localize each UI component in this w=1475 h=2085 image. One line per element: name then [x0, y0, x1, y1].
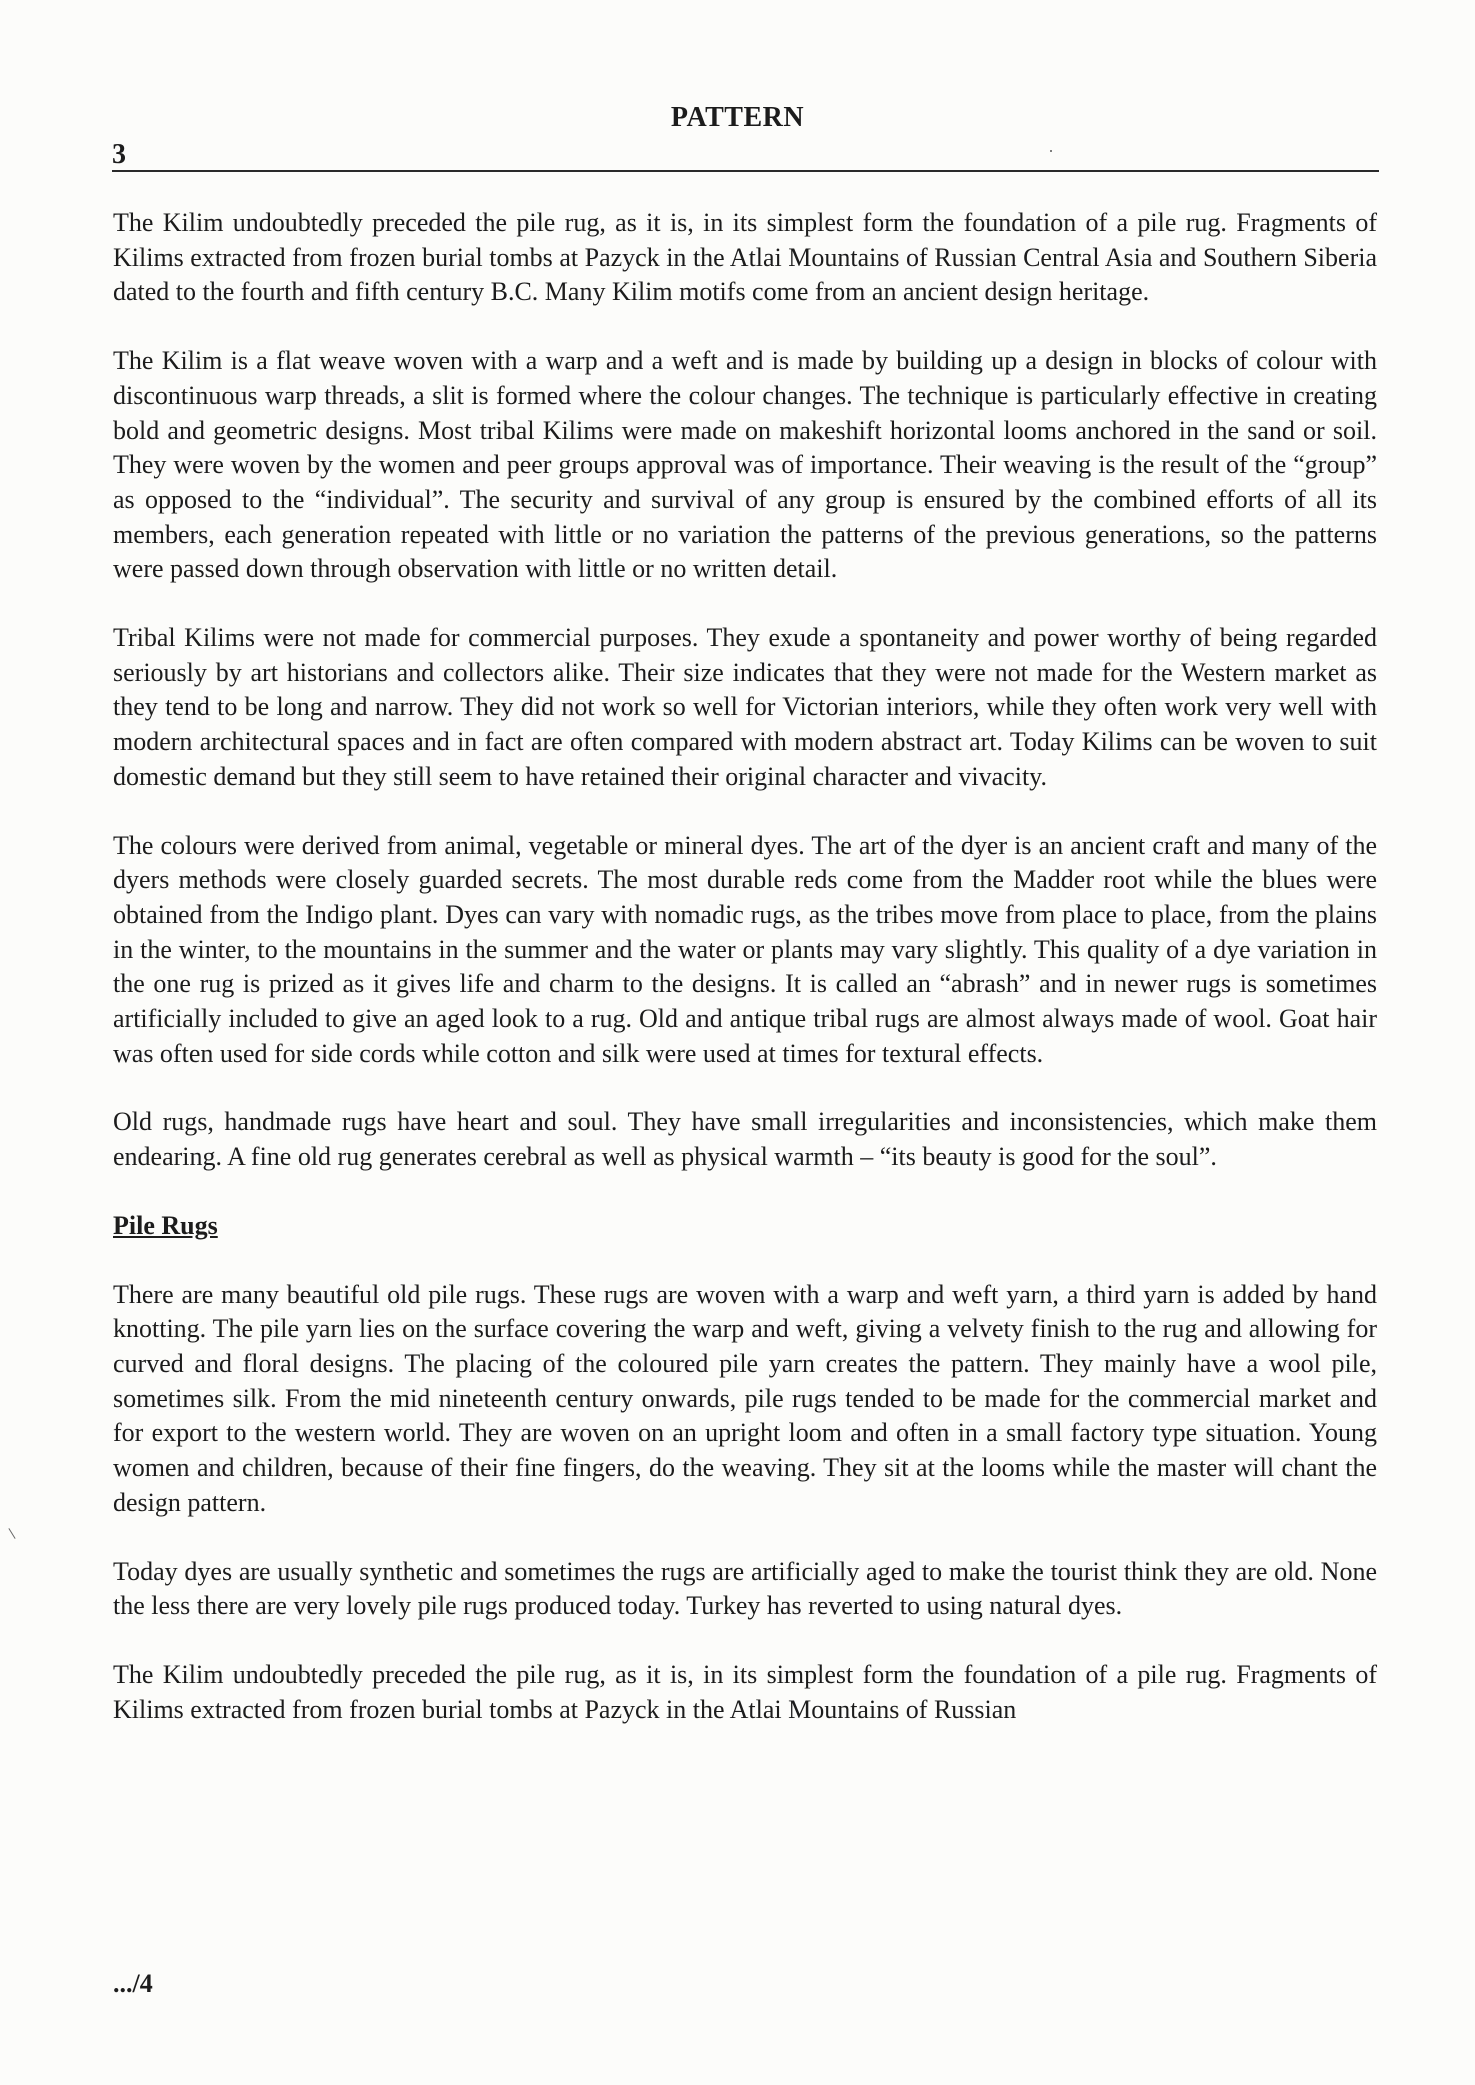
paragraph-kilim-weave: The Kilim is a flat weave woven with a warp and a weft and is made by building up a design in blocks of colour with discontinuous warp threads, a slit is formed where the colour changes. The technique is particularly effective in creating bold and geometric designs. Most tribal Kilims were made on makeshift horizontal looms anchored in the sand or soil. They were woven by the women and peer groups approval was of importance. Their weaving is the result of the “group” as opposed to the “individual”. The security and survival of any group is ensured by the combined efforts of all its members, each generation repeated with little or no variation the patterns of the previous generations, so the patterns were passed down through observation with little or no written detail. [113, 346, 1377, 584]
paragraph-pile-rugs: There are many beautiful old pile rugs. These rugs are woven with a warp and weft yarn, a third yarn is added by hand knotting. The pile yarn lies on the surface covering the warp and weft, giving a velvety finish to the rug and allowing for curved and floral designs. The placing of the coloured pile yarn creates the pattern. They mainly have a wool pile, sometimes silk. From the mid nineteenth century onwards, pile rugs tended to be made for the commercial market and for export to the western world. They are woven on an upright loom and often in a small factory type situation. Young women and children, because of their fine fingers, do the weaving. They sit at the looms while the master will chant the design pattern. [113, 1279, 1377, 1517]
scan-mark [8, 1528, 15, 1539]
paragraph-old-rugs: Old rugs, handmade rugs have heart and soul. They have small irregularities and inconsistencies, which make them endearing. A fine old rug generates cerebral as well as physical warmth – “its beauty is good for the soul”. [113, 1107, 1377, 1172]
paragraph-dyes-today: Today dyes are usually synthetic and sometimes the rugs are artificially aged to make the tourist think they are old. None the less there are very lovely pile rugs produced today. Turkey has reverted to using natural dyes. [113, 1556, 1377, 1621]
paragraph-tribal-kilims: Tribal Kilims were not made for commercial purposes. They exude a spontaneity and power worthy of being regarded seriously by art historians and collectors alike. Their size indicates that they were not made for the Western market as they tend to be long and narrow. They did not work so well for Victorian interiors, while they often work very well with modern architectural spaces and in fact are often compared with modern abstract art. Today Kilims can be woven to suit domestic demand but they still seem to have retained their original character and vivacity. [113, 623, 1377, 791]
section-heading-pile-rugs: Pile Rugs [113, 1210, 218, 1240]
paragraph-kilim-origin: The Kilim undoubtedly preceded the pile rug, as it is, in its simplest form the foundation of a pile rug. Fragments of Kilims extracted from frozen burial tombs at Pazyck in the Atlai Mountains of Russian Central Asia and Southern Siberia dated to the fourth and fifth century B.C. Many Kilim motifs come from an ancient design heritage. [113, 208, 1377, 307]
page-number: 3 [112, 139, 126, 170]
body-text [113, 206, 1377, 1761]
scan-speck [1050, 150, 1052, 152]
continued-marker: .../4 [113, 1969, 153, 1998]
page-title: PATTERN [670, 102, 805, 133]
paragraph-colours: The colours were derived from animal, vegetable or mineral dyes. The art of the dyer is an ancient craft and many of the dyers methods were closely guarded secrets. The most durable reds come from the Madder root while the blues were obtained from the Indigo plant. Dyes can vary with nomadic rugs, as the tribes move from place to place, from the plains in the winter, to the mountains in the summer and the water or plants may vary slightly. This quality of a dye variation in the one rug is prized as it gives life and charm to the designs. It is called an “abrash” and in newer rugs is sometimes artificially included to give an aged look to a rug. Old and antique tribal rugs are almost always made of wool. Goat hair was often used for side cords while cotton and silk were used at times for textural effects. [113, 830, 1377, 1068]
paragraph-kilim-repeat: The Kilim undoubtedly preceded the pile rug, as it is, in its simplest form the foundation of a pile rug. Fragments of Kilims extracted from frozen burial tombs at Pazyck in the Atlai Mountains of Russian [113, 1659, 1377, 1724]
header-divider [112, 170, 1379, 172]
